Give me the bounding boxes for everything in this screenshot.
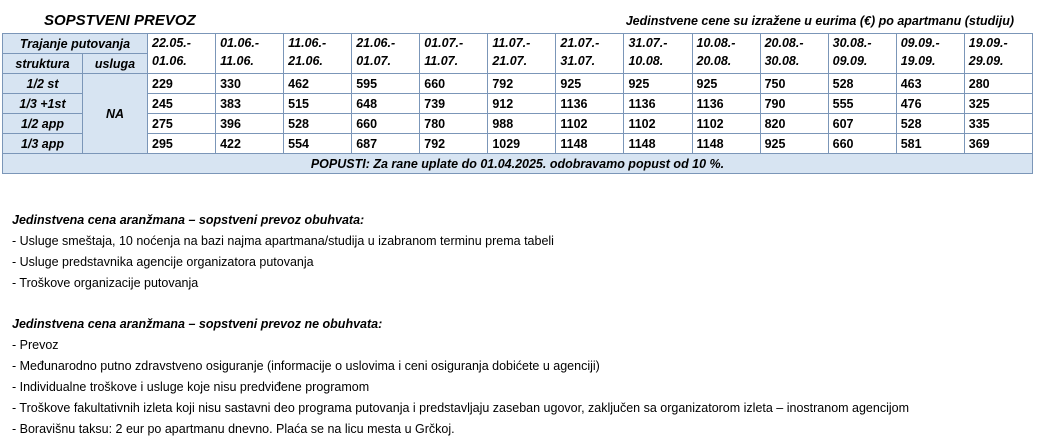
price-cell: 555 xyxy=(828,94,896,114)
price-cell: 1148 xyxy=(624,134,692,154)
price-cell: 463 xyxy=(896,74,964,94)
table-row xyxy=(3,94,1033,114)
period-cell: 01.07.- 11.07. xyxy=(420,34,488,74)
price-cell: 925 xyxy=(692,74,760,94)
price-cell: 925 xyxy=(556,74,624,94)
price-cell: 660 xyxy=(352,114,420,134)
period-cell: 09.09.- 19.09. xyxy=(896,34,964,74)
period-cell: 22.05.- 01.06. xyxy=(148,34,216,74)
price-cell: 528 xyxy=(896,114,964,134)
price-cell: 554 xyxy=(284,134,352,154)
price-cell: 988 xyxy=(488,114,556,134)
price-cell: 1102 xyxy=(692,114,760,134)
price-cell: 739 xyxy=(420,94,488,114)
price-cell: 925 xyxy=(624,74,692,94)
price-cell: 581 xyxy=(896,134,964,154)
period-cell: 21.06.- 01.07. xyxy=(352,34,420,74)
price-note: Jedinstvene cene su izražene u eurima (€) po apartmanu (studiju) xyxy=(625,14,1014,28)
usluga-value: NA xyxy=(83,74,148,154)
price-cell: 648 xyxy=(352,94,420,114)
price-cell: 607 xyxy=(828,114,896,134)
list-item: - Boravišnu taksu: 2 eur po apartmanu dnevno. Plaća se na licu mesta u Grčkoj. xyxy=(12,422,455,436)
price-cell: 1102 xyxy=(556,114,624,134)
price-cell: 660 xyxy=(420,74,488,94)
price-cell: 1102 xyxy=(624,114,692,134)
price-cell: 780 xyxy=(420,114,488,134)
list-item: - Individualne troškove i usluge koje nisu predviđene programom xyxy=(12,380,370,394)
excludes-heading: Jedinstvena cena aranžmana – sopstveni prevoz ne obuhvata: xyxy=(12,317,383,331)
struktura-label: struktura xyxy=(3,54,83,74)
list-item: - Usluge smeštaja, 10 noćenja na bazi najma apartmana/studija u izabranom terminu prema tabeli xyxy=(12,234,554,248)
row-label: 1/2 st xyxy=(3,74,83,94)
price-table xyxy=(2,33,1033,174)
list-item: - Prevoz xyxy=(12,338,59,352)
period-cell: 11.06.- 21.06. xyxy=(284,34,352,74)
price-cell: 925 xyxy=(760,134,828,154)
price-cell: 660 xyxy=(828,134,896,154)
period-cell: 30.08.- 09.09. xyxy=(828,34,896,74)
price-cell: 528 xyxy=(284,114,352,134)
period-cell: 20.08.- 30.08. xyxy=(760,34,828,74)
price-cell: 792 xyxy=(420,134,488,154)
price-cell: 1029 xyxy=(488,134,556,154)
price-cell: 295 xyxy=(148,134,216,154)
excludes-section xyxy=(12,314,909,440)
usluga-label: usluga xyxy=(83,54,148,74)
table-row xyxy=(3,134,1033,154)
includes-heading: Jedinstvena cena aranžmana – sopstveni prevoz obuhvata: xyxy=(12,213,365,227)
period-cell: 31.07.- 10.08. xyxy=(624,34,692,74)
price-cell: 595 xyxy=(352,74,420,94)
price-cell: 275 xyxy=(148,114,216,134)
row-label: 1/3 app xyxy=(3,134,83,154)
header-row xyxy=(3,34,1033,54)
price-cell: 912 xyxy=(488,94,556,114)
price-cell: 687 xyxy=(352,134,420,154)
price-cell: 229 xyxy=(148,74,216,94)
period-cell: 10.08.- 20.08. xyxy=(692,34,760,74)
price-cell: 528 xyxy=(828,74,896,94)
price-cell: 1148 xyxy=(692,134,760,154)
table-row xyxy=(3,74,1033,94)
list-item: - Troškove fakultativnih izleta koji nisu sastavni deo programa putovanja i predstavljaju zaseban ugovor, zaključen sa organizatorom izleta – inostranom agencijom xyxy=(12,401,910,415)
price-cell: 335 xyxy=(964,114,1032,134)
table-row xyxy=(3,114,1033,134)
discount-row xyxy=(3,154,1033,174)
price-cell: 750 xyxy=(760,74,828,94)
price-cell: 476 xyxy=(896,94,964,114)
row-label: 1/3 +1st xyxy=(3,94,83,114)
price-cell: 396 xyxy=(216,114,284,134)
price-cell: 245 xyxy=(148,94,216,114)
price-cell: 820 xyxy=(760,114,828,134)
duration-label: Trajanje putovanja xyxy=(3,34,148,54)
price-cell: 1136 xyxy=(556,94,624,114)
price-cell: 330 xyxy=(216,74,284,94)
period-cell: 19.09.- 29.09. xyxy=(964,34,1032,74)
price-cell: 1148 xyxy=(556,134,624,154)
price-cell: 280 xyxy=(964,74,1032,94)
list-item: - Troškove organizacije putovanja xyxy=(12,276,199,290)
price-cell: 422 xyxy=(216,134,284,154)
period-cell: 21.07.- 31.07. xyxy=(556,34,624,74)
list-item: - Usluge predstavnika agencije organizatora putovanja xyxy=(12,255,314,269)
price-cell: 1136 xyxy=(692,94,760,114)
price-cell: 792 xyxy=(488,74,556,94)
price-cell: 1136 xyxy=(624,94,692,114)
discount-note: POPUSTI: Za rane uplate do 01.04.2025. odobravamo popust od 10 %. xyxy=(3,154,1033,174)
period-cell: 01.06.- 11.06. xyxy=(216,34,284,74)
includes-section xyxy=(12,210,554,294)
price-cell: 462 xyxy=(284,74,352,94)
row-label: 1/2 app xyxy=(3,114,83,134)
period-cell: 11.07.- 21.07. xyxy=(488,34,556,74)
price-cell: 790 xyxy=(760,94,828,114)
price-cell: 369 xyxy=(964,134,1032,154)
list-item: - Međunarodno putno zdravstveno osiguranje (informacije o uslovima i ceni osiguranja dobićete u agenciji) xyxy=(12,359,600,373)
price-cell: 325 xyxy=(964,94,1032,114)
page-title: SOPSTVENI PREVOZ xyxy=(44,12,196,29)
price-cell: 515 xyxy=(284,94,352,114)
price-cell: 383 xyxy=(216,94,284,114)
